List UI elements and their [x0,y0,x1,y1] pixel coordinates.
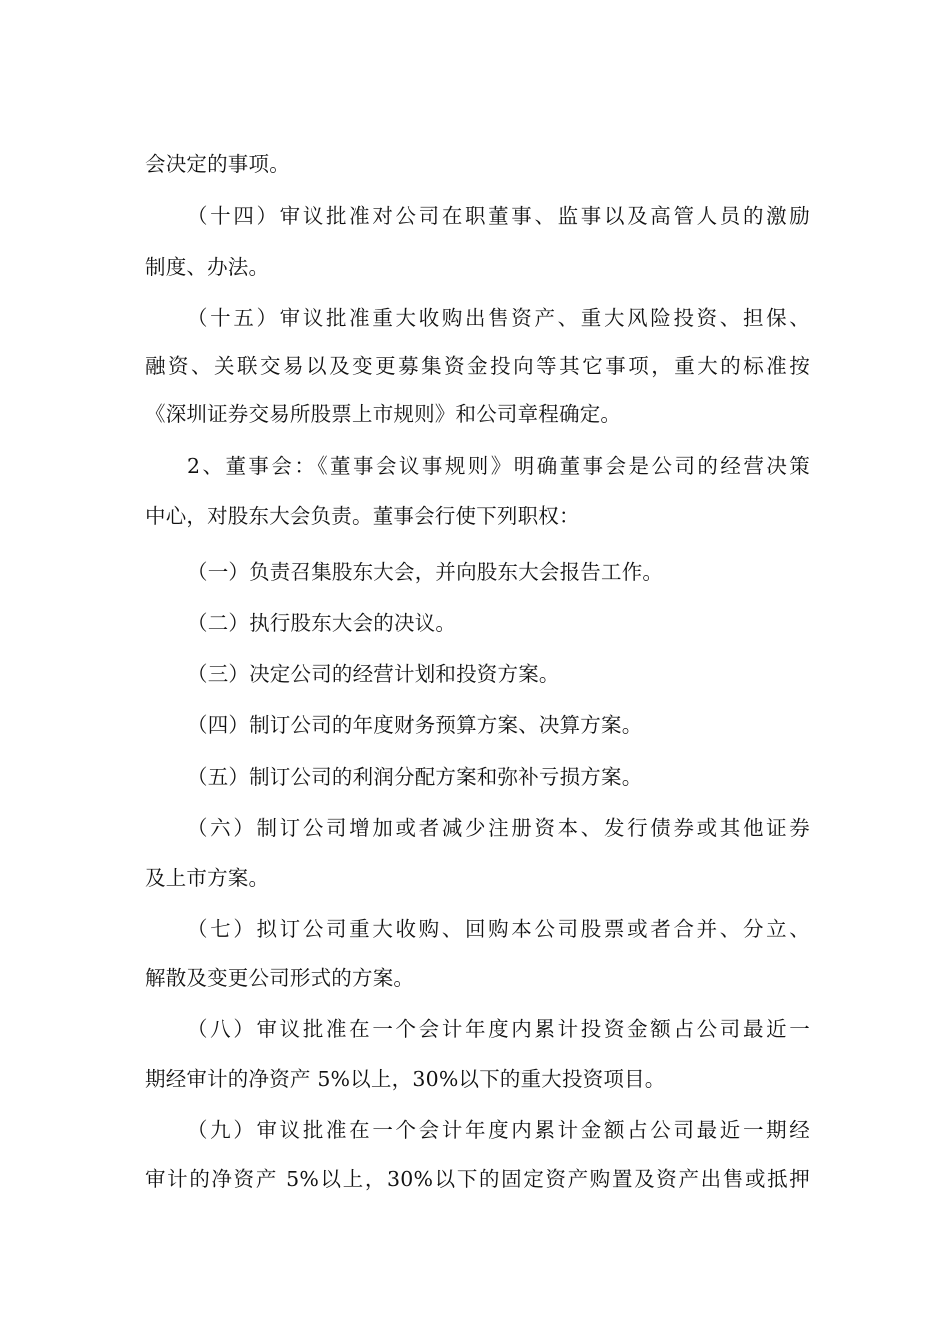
text-line-5: 融资、关联交易以及变更募集资金投向等其它事项，重大的标准按 [145,354,810,378]
text-line-17: 解散及变更公司形式的方案。 [145,966,415,990]
text-line-6: 《深圳证券交易所股票上市规则》和公司章程确定。 [145,402,622,426]
text-line-11: （三）决定公司的经营计划和投资方案。 [187,662,560,686]
text-line-13: （五）制订公司的利润分配方案和弥补亏损方案。 [187,765,643,789]
text-line-10: （二）执行股东大会的决议。 [187,611,457,635]
text-line-4: （十五）审议批准重大收购出售资产、重大风险投资、担保、 [187,306,810,330]
text-line-2: （十四）审议批准对公司在职董事、监事以及高管人员的激励 [187,204,810,228]
text-line-15: 及上市方案。 [145,866,270,890]
text-line-12: （四）制订公司的年度财务预算方案、决算方案。 [187,713,643,737]
text-line-20: （九）审议批准在一个会计年度内累计金额占公司最近一期经 [187,1118,810,1142]
text-line-14: （六）制订公司增加或者减少注册资本、发行债券或其他证券 [187,816,810,840]
text-line-19: 期经审计的净资产 5%以上，30%以下的重大投资项目。 [145,1067,666,1091]
text-line-9: （一）负责召集股东大会，并向股东大会报告工作。 [187,560,664,584]
text-line-8: 中心，对股东大会负责。董事会行使下列职权： [145,504,580,528]
text-line-21: 审计的净资产 5%以上，30%以下的固定资产购置及资产出售或抵押 [145,1167,810,1191]
text-line-1: 会决定的事项。 [145,152,290,176]
text-line-3: 制度、办法。 [145,255,270,279]
text-line-18: （八）审议批准在一个会计年度内累计投资金额占公司最近一 [187,1017,810,1041]
text-line-16: （七）拟订公司重大收购、回购本公司股票或者合并、分立、 [187,917,810,941]
text-line-7: 2、董事会：《董事会议事规则》明确董事会是公司的经营决策 [187,454,810,478]
